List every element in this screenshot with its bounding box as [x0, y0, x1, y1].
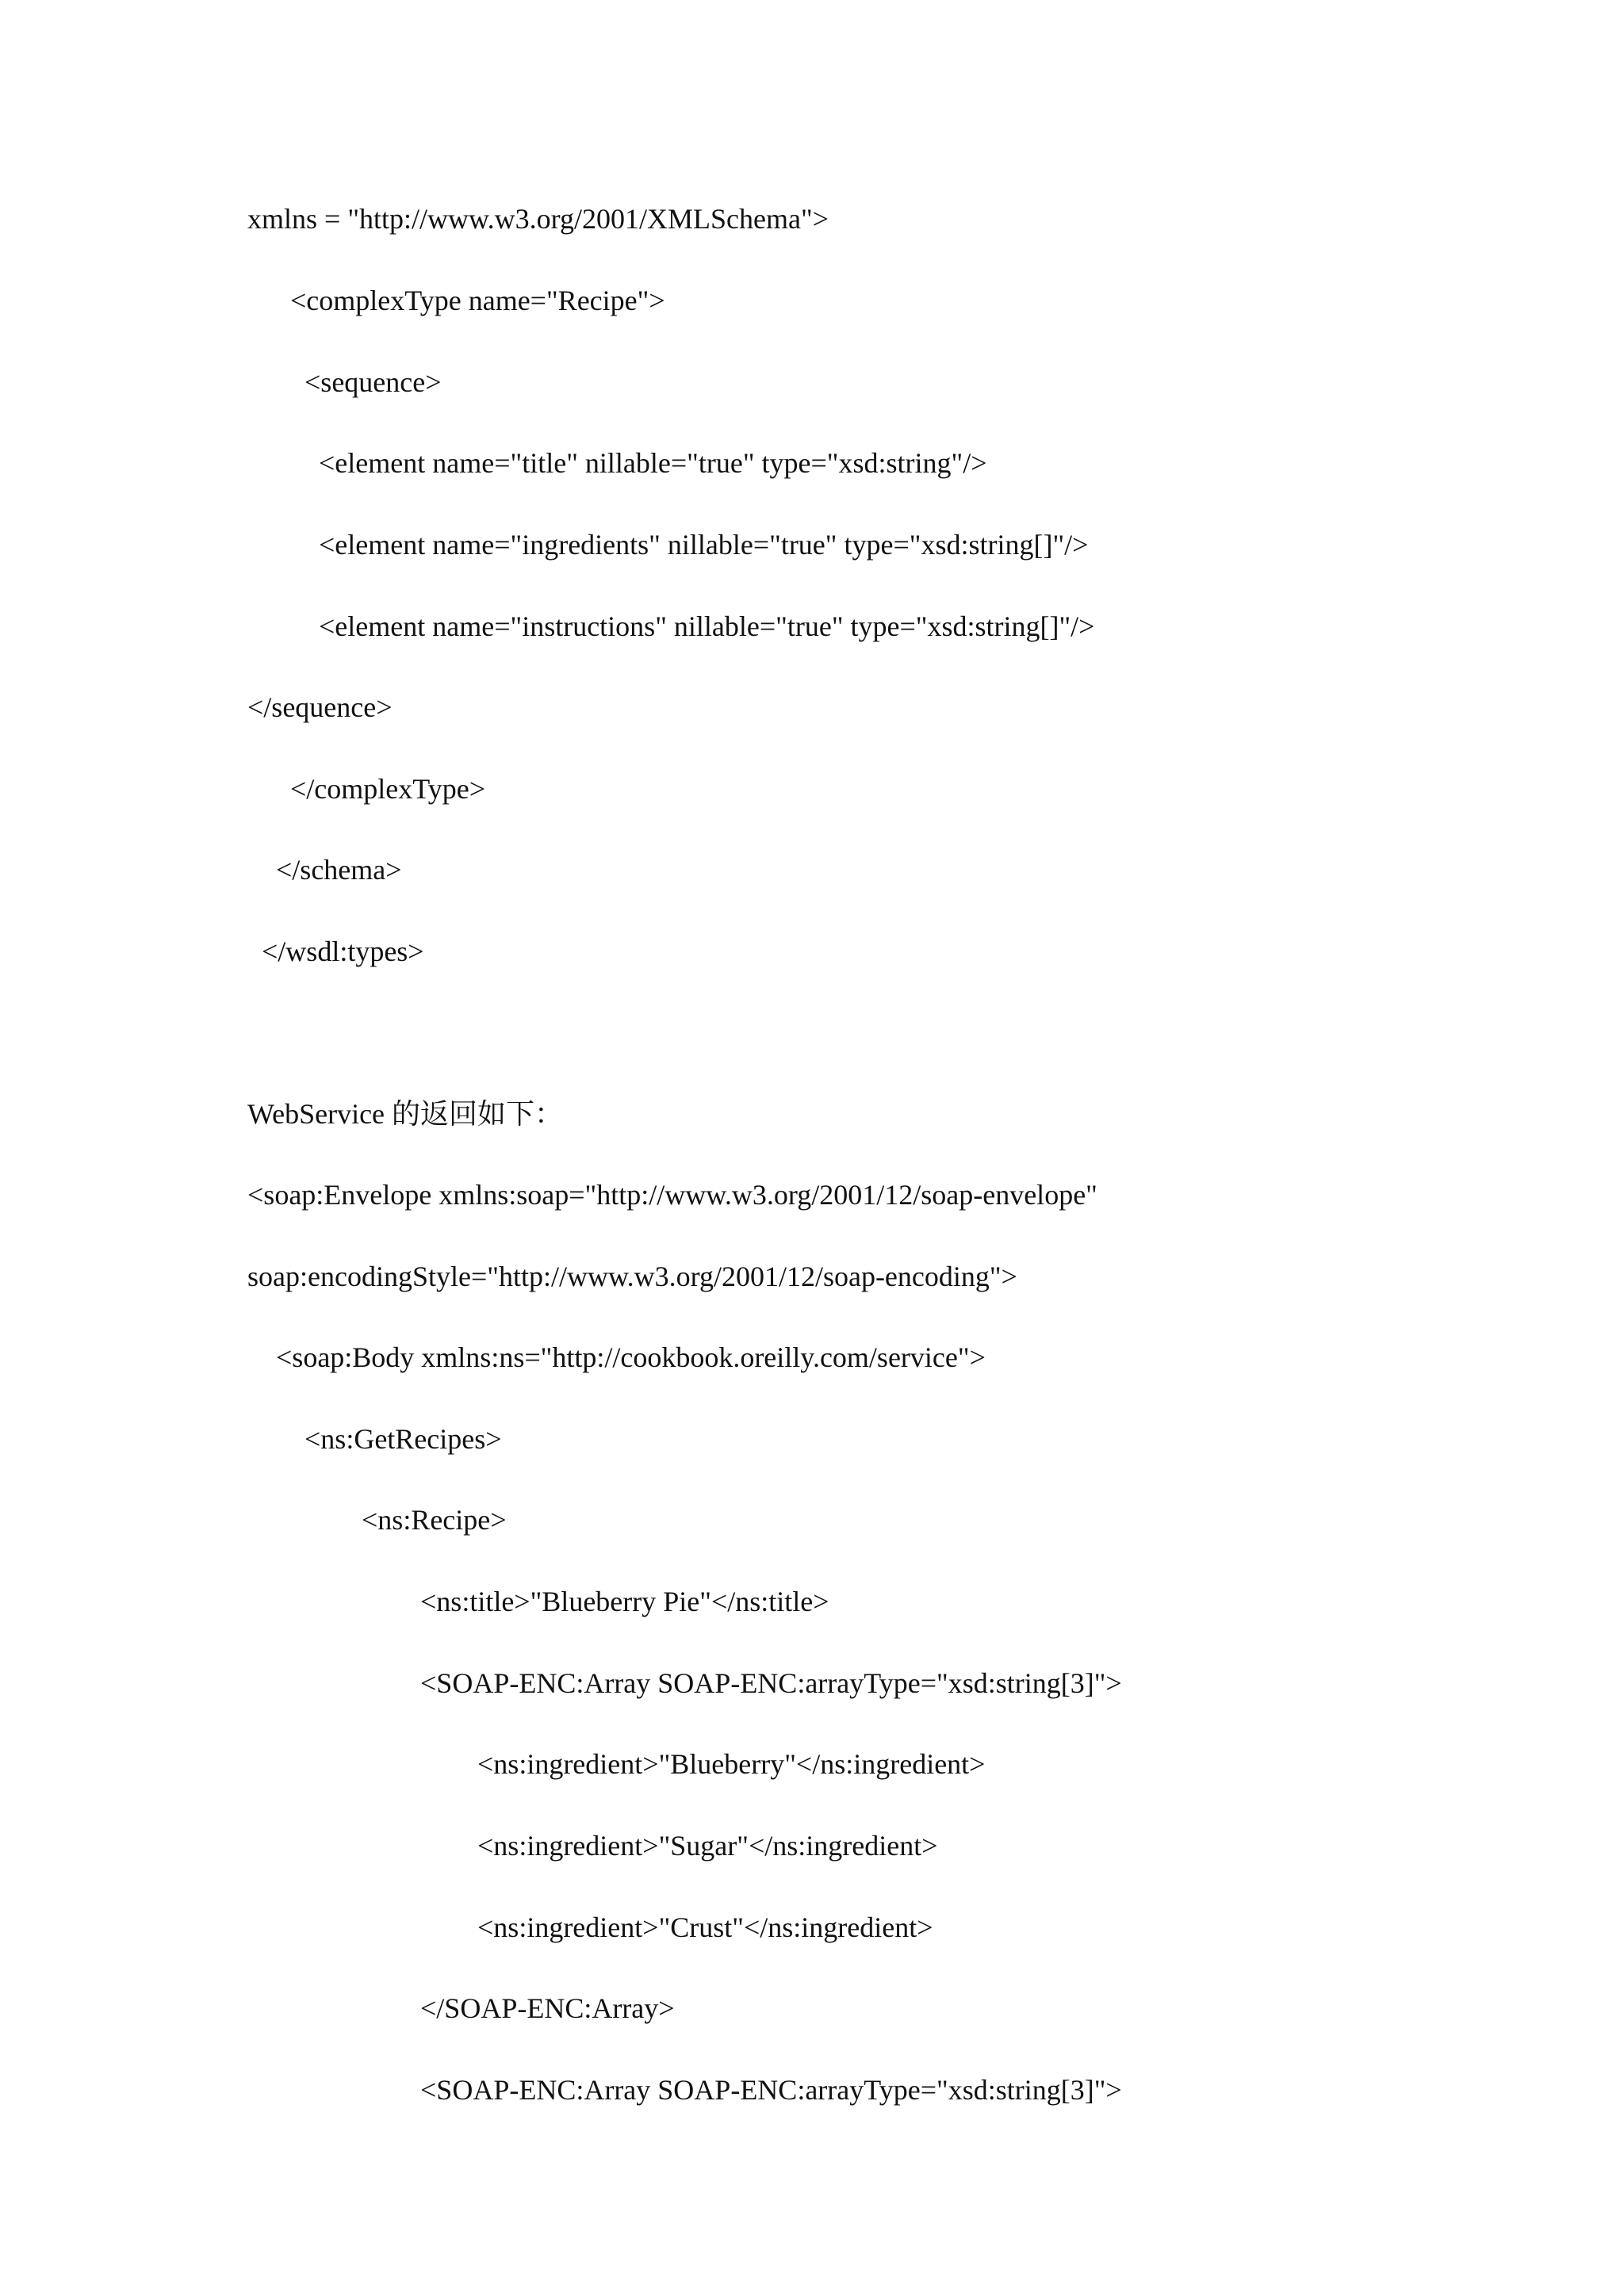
code-line: <soap:Envelope xmlns:soap="http://www.w3.org/2001/12/soap-envelope": [247, 1179, 1097, 1211]
code-line: <element name="ingredients" nillable="true" type="xsd:string[]"/>: [319, 529, 1089, 561]
code-line: </schema>: [276, 854, 402, 886]
code-line: <complexType name="Recipe">: [290, 285, 665, 316]
code-line: <sequence>: [304, 366, 442, 398]
code-line: <ns:ingredient>"Crust"</ns:ingredient>: [477, 1911, 933, 1943]
code-line: </SOAP-ENC:Array>: [420, 1992, 675, 2024]
code-line: <ns:ingredient>"Sugar"</ns:ingredient>: [477, 1830, 938, 1862]
code-line: xmlns = "http://www.w3.org/2001/XMLSchema">: [247, 203, 829, 235]
code-line: </wsdl:types>: [262, 936, 424, 967]
code-line: <element name="instructions" nillable="true" type="xsd:string[]"/>: [319, 610, 1095, 642]
code-line: </sequence>: [247, 691, 393, 723]
code-line: <ns:GetRecipes>: [304, 1423, 502, 1455]
code-line: <ns:ingredient>"Blueberry"</ns:ingredient>: [477, 1748, 986, 1780]
section-heading: WebService 的返回如下：: [247, 1098, 564, 1130]
code-line: <soap:Body xmlns:ns="http://cookbook.oreilly.com/service">: [276, 1341, 986, 1373]
code-line: <SOAP-ENC:Array SOAP-ENC:arrayType="xsd:string[3]">: [420, 2074, 1122, 2106]
code-line: <SOAP-ENC:Array SOAP-ENC:arrayType="xsd:string[3]">: [420, 1667, 1122, 1699]
code-line: soap:encodingStyle="http://www.w3.org/2001/12/soap-encoding">: [247, 1261, 1017, 1292]
code-line: <ns:Recipe>: [362, 1504, 507, 1536]
code-line: <ns:title>"Blueberry Pie"</ns:title>: [420, 1586, 829, 1617]
code-line: <element name="title" nillable="true" type="xsd:string"/>: [319, 447, 987, 479]
code-line: </complexType>: [290, 773, 486, 805]
